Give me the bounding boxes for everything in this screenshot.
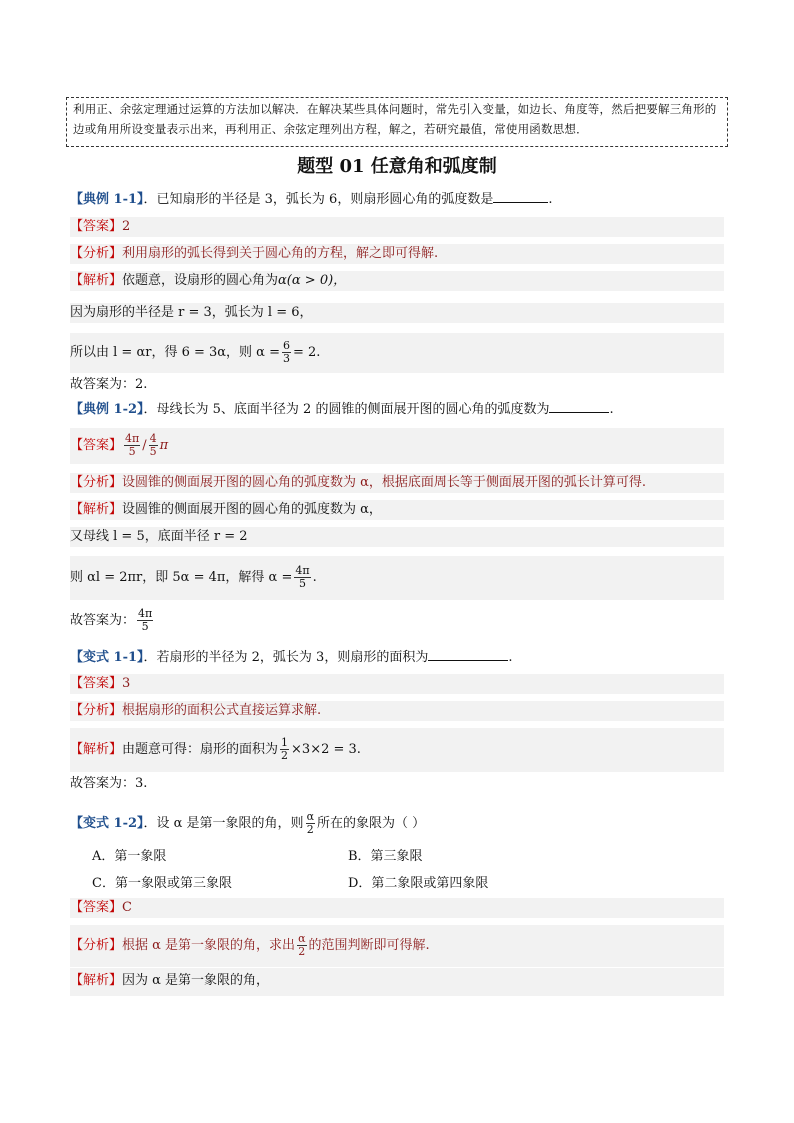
- fraction: $\frac{4\pi}{5}$: [125, 432, 140, 458]
- option-c: C．第一象限或第三象限: [92, 876, 232, 891]
- ex2-answer: 【答案】 $\frac{4\pi}{5}$ / $\frac{4}{5}$ π: [70, 428, 724, 464]
- var2-analysis: 【分析】根据 α 是第一象限的角，求出 $\frac{\alpha}{2}$ 的范围判断即可得解.: [70, 925, 724, 967]
- ex2-analysis: 【分析】设圆锥的侧面展开图的圆心角的弧度数为 α，根据底面周长等于侧面展开图的弧长计算可得.: [70, 473, 724, 493]
- answer-blank: [493, 190, 548, 203]
- ex2-tag: 【典例 1-2】: [70, 402, 144, 417]
- intro-box: 利用正、余弦定理通过运算的方法加以解决．在解决某些具体问题时，常先引入变量，如边长、角度等，然后把要解三角形的边或角用所设变量表示出来，再利用正、余弦定理列出方程，解之，若研究最值，常使用函数思想．: [66, 97, 728, 147]
- option-a: A．第一象限: [92, 849, 167, 864]
- fraction: $\frac{4}{5}$: [149, 432, 157, 458]
- var2-answer: 【答案】C: [70, 898, 724, 918]
- ex1-tag: 【典例 1-1】: [70, 192, 144, 207]
- ex1-solution-3: 所以由 l = αr，得 6 = 3α，则 α = $\frac{6}{3}$ = 2.: [70, 333, 724, 373]
- answer-blank: [428, 648, 508, 661]
- var1-tag: 【变式 1-1】: [70, 650, 144, 665]
- var1-solution: 【解析】由题意可得：扇形的面积为 $\frac{1}{2}$ ×3×2 = 3.: [70, 728, 724, 772]
- section-title: 题型 01 任意角和弧度制: [297, 156, 497, 177]
- var2-question: 【变式 1-2】．设 α 是第一象限的角，则 $\frac{\alpha}{2}$ 所在的象限为（ ）: [70, 810, 426, 836]
- ex1-final: 故答案为：2.: [70, 377, 148, 392]
- ex1-solution-1: 【解析】依题意，设扇形的圆心角为α(α > 0)，: [70, 271, 724, 291]
- ex1-analysis: 【分析】利用扇形的弧长得到关于圆心角的方程，解之即可得解.: [70, 244, 724, 264]
- var1-final: 故答案为：3.: [70, 776, 148, 791]
- ex1-answer: 【答案】2: [70, 217, 724, 237]
- ex1-question: 【典例 1-1】．已知扇形的半径是 3，弧长为 6，则扇形圆心角的弧度数是 .: [70, 192, 553, 207]
- option-b: B．第三象限: [348, 849, 423, 864]
- var1-answer: 【答案】3: [70, 674, 724, 694]
- fraction: $\frac{4\pi}{5}$: [138, 607, 153, 633]
- var2-solution: 【解析】因为 α 是第一象限的角，: [70, 968, 724, 996]
- ex2-final: 故答案为： $\frac{4\pi}{5}$: [70, 607, 153, 633]
- fraction: $\frac{\alpha}{2}$: [298, 932, 306, 958]
- fraction: $\frac{4\pi}{5}$: [295, 564, 310, 590]
- ex2-solution-1: 【解析】设圆锥的侧面展开图的圆心角的弧度数为 α，: [70, 500, 724, 520]
- answer-blank: [549, 400, 609, 413]
- var1-analysis: 【分析】根据扇形的面积公式直接运算求解.: [70, 701, 724, 721]
- fraction: $\frac{1}{2}$: [281, 736, 289, 762]
- fraction: $\frac{6}{3}$: [283, 339, 290, 365]
- fraction: $\frac{\alpha}{2}$: [306, 810, 314, 836]
- ex2-solution-2: 又母线 l = 5，底面半径 r = 2: [70, 527, 724, 547]
- ex1-solution-2: 因为扇形的半径是 r = 3，弧长为 l = 6，: [70, 303, 724, 323]
- ex2-solution-3: 则 αl = 2πr，即 5α = 4π，解得 α = $\frac{4\pi}{5}$ .: [70, 556, 724, 600]
- var2-tag: 【变式 1-2】: [70, 816, 144, 831]
- option-d: D．第二象限或第四象限: [348, 876, 489, 891]
- var1-question: 【变式 1-1】．若扇形的半径为 2，弧长为 3，则扇形的面积为 .: [70, 650, 513, 665]
- ex2-question: 【典例 1-2】．母线长为 5、底面半径为 2 的圆锥的侧面展开图的圆心角的弧度数为 .: [70, 402, 614, 417]
